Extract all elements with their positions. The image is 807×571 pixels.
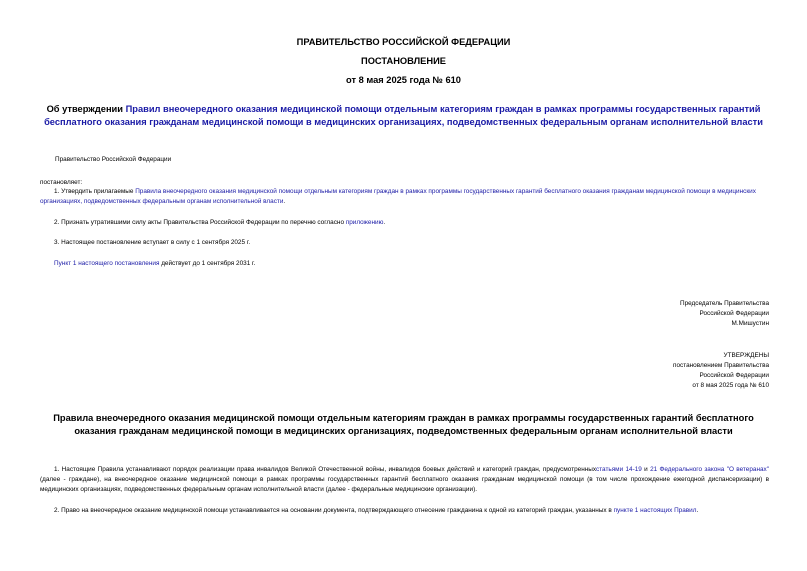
- signature-name: М.Мишустин: [731, 320, 769, 327]
- rules-p1-text-c: (далее - граждане), на внеочередное оказание медицинской помощи в рамках программы государственных гарантий бесплатного оказания гражданам медицинской помощи (в том числе прохождение ежегодной диспансеризации) в медицинских организациях, подведомственных федеральным органам исполнительной власти (далее - федеральные медицинские организации).: [40, 476, 769, 493]
- document-title: [40, 103, 767, 129]
- rules-p2-text-a: 2. Право на внеочередное оказание медицинской помощи устанавливается на основании документа, подтверждающего отнесение гражданина к одной из категорий граждан, указанных в: [54, 507, 614, 514]
- approval-date: от 8 мая 2025 года № 610: [692, 382, 769, 389]
- item-1-prefix: 1. Утвердить прилагаемые: [54, 188, 136, 195]
- rules-title: Правила внеочередного оказания медицинской помощи отдельным категориям граждан в рамках программы государственных гарантий бесплатного оказания гражданам медицинской помощи в медицинских организациях, подведомственных федеральным органам исполнительной власти: [53, 413, 754, 436]
- veterans-law-link[interactable]: 21 Федерального закона "О ветеранах": [650, 466, 769, 473]
- item-1: [40, 187, 772, 207]
- articles-14-19-link[interactable]: статьями 14-19: [596, 466, 642, 473]
- item-2-prefix: 2. Признать утратившими силу акты Правительства Российской Федерации по перечню согласно: [54, 219, 346, 226]
- rules-paragraph-2: [40, 506, 769, 516]
- rules-paragraph-1: [40, 465, 769, 495]
- item-1-rules-link[interactable]: Правила внеочередного оказания медицинской помощи отдельным категориям граждан в рамках программы государственных гарантий бесплатного оказания гражданам медицинской помощи в медицинских организациях, подведомственных федеральным органам исполнительной власти: [40, 188, 756, 205]
- intro-text: Правительство Российской Федерации: [55, 156, 172, 163]
- validity-note: [54, 259, 255, 269]
- document-date-number: от 8 мая 2025 года № 610: [346, 75, 461, 85]
- document-type: ПОСТАНОВЛЕНИЕ: [361, 56, 446, 66]
- signature-block: [500, 299, 769, 329]
- item-2: [54, 218, 772, 228]
- title-rules-link[interactable]: Правил внеочередного оказания медицинской помощи отдельным категориям граждан в рамках программы государственных гарантий бесплатного оказания гражданам медицинской помощи в медицинских организациях, подведомственных федеральным органам исполнительной власти: [44, 104, 763, 127]
- point-1-link[interactable]: Пункт 1 настоящего постановления: [54, 260, 160, 267]
- point-1-rules-link[interactable]: пункте 1 настоящих Правил: [613, 507, 697, 514]
- resolves-text: постановляет:: [40, 179, 83, 186]
- item-1-suffix: .: [283, 198, 286, 205]
- signature-position: Председатель Правительства: [680, 300, 769, 307]
- rules-p1-text-a: 1. Настоящие Правила устанавливают порядок реализации права инвалидов Великой Отечественной войны, инвалидов боевых действий и категорий граждан, предусмотренных: [54, 466, 596, 473]
- government-heading: ПРАВИТЕЛЬСТВО РОССИЙСКОЙ ФЕДЕРАЦИИ: [296, 37, 511, 47]
- approval-block: [500, 351, 769, 391]
- approval-by: постановлением Правительства: [673, 362, 769, 369]
- title-prefix: Об утверждении: [46, 104, 126, 114]
- signature-country: Российской Федерации: [699, 310, 769, 317]
- approval-country: Российской Федерации: [699, 372, 769, 379]
- rules-p2-text-b: .: [696, 507, 699, 514]
- rules-p1-text-b: и: [641, 466, 651, 473]
- approval-heading: УТВЕРЖДЕНЫ: [723, 352, 769, 359]
- validity-note-suffix: действует до 1 сентября 2031 г.: [159, 260, 256, 267]
- item-2-suffix: .: [383, 219, 386, 226]
- item-3: 3. Настоящее постановление вступает в силу с 1 сентября 2025 г.: [54, 239, 251, 246]
- appendix-link[interactable]: приложению: [345, 219, 384, 226]
